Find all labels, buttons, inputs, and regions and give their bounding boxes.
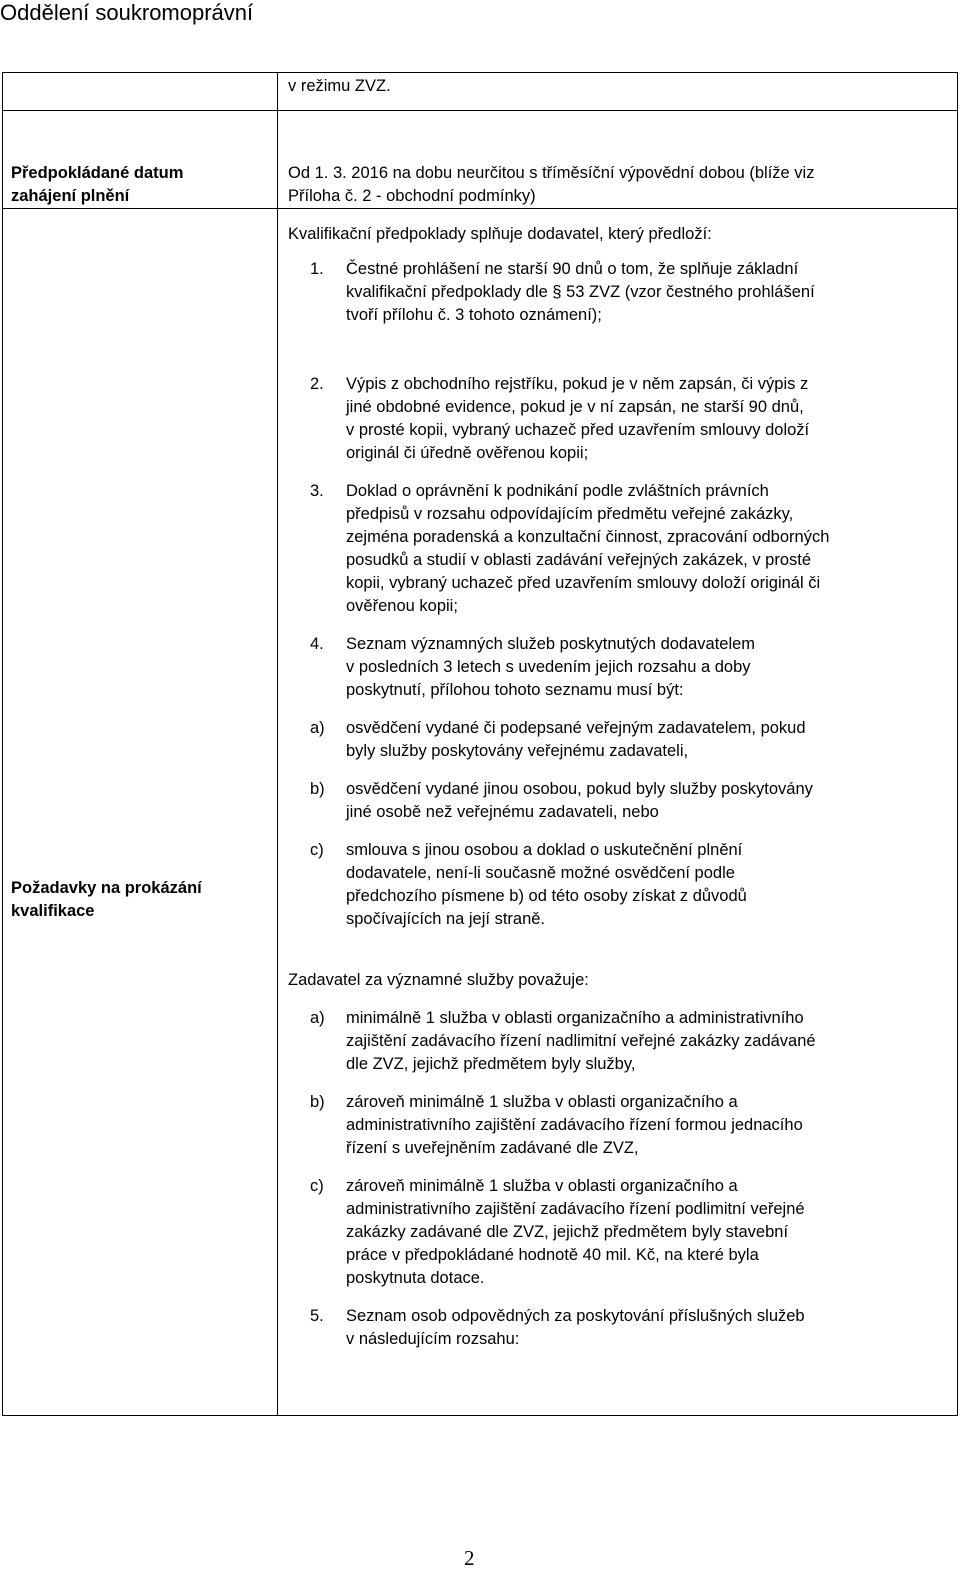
table-row bbox=[3, 209, 958, 1416]
list-item-body bbox=[346, 1175, 947, 1290]
label-cell bbox=[3, 111, 278, 209]
text-line: poskytnutí, přílohou tohoto seznamu musí být: bbox=[346, 681, 684, 699]
text-line: kvalifikační předpoklady dle § 53 ZVZ (vzor čestného prohlášení bbox=[346, 283, 815, 301]
tender-table bbox=[2, 72, 958, 1416]
qualification-text bbox=[278, 209, 957, 1351]
list-marker: c) bbox=[310, 1177, 324, 1195]
text-line: jiné obdobné evidence, pokud je v ní zapsán, ne starší 90 dnů, bbox=[346, 398, 804, 416]
label-cell bbox=[3, 209, 278, 1416]
text-line: Seznam osob odpovědných za poskytování příslušných služeb bbox=[346, 1307, 805, 1325]
text-line: předpisů v rozsahu odpovídajícím předmětu veřejné zakázky, bbox=[346, 505, 794, 523]
text-line: předchozího písmene b) od této osoby získat z důvodů bbox=[346, 887, 747, 905]
list-item-body bbox=[346, 373, 947, 465]
text-line: dle ZVZ, jejichž předmětem byly služby, bbox=[346, 1055, 636, 1073]
text-line: v následujícím rozsahu: bbox=[346, 1330, 520, 1348]
list-item bbox=[288, 1305, 947, 1351]
list-item-body bbox=[346, 1091, 947, 1160]
list-item-body bbox=[346, 480, 947, 618]
text-line: zároveň minimálně 1 služba v oblasti organizačního a bbox=[346, 1177, 738, 1195]
regime-text: v režimu ZVZ. bbox=[288, 77, 391, 95]
list-marker: a) bbox=[310, 719, 325, 737]
list-marker: a) bbox=[310, 1009, 325, 1027]
text-line: řízení s uveřejněním zadávané dle ZVZ, bbox=[346, 1139, 639, 1157]
text-line: Výpis z obchodního rejstříku, pokud je v něm zapsán, či výpis z bbox=[346, 375, 809, 393]
text-line: Čestné prohlášení ne starší 90 dnů o tom, že splňuje základní bbox=[346, 260, 799, 278]
start-date-label bbox=[3, 111, 277, 208]
list-item bbox=[288, 480, 947, 618]
text-line: poskytnuta dotace. bbox=[346, 1269, 485, 1287]
text-line: originál či úředně ověřenou kopii; bbox=[346, 444, 589, 462]
text-line: dodavatele, není-li současně možné osvědčení podle bbox=[346, 864, 735, 882]
content-cell bbox=[278, 209, 958, 1416]
list-item bbox=[288, 373, 947, 465]
text-line: zejména poradenská a konzultační činnost, zpracování odborných bbox=[346, 528, 830, 546]
text-line: v posledních 3 letech s uvedením jejich rozsahu a doby bbox=[346, 658, 751, 676]
list-marker: 2. bbox=[310, 375, 324, 393]
label-line: kvalifikace bbox=[11, 902, 95, 920]
list-item-body bbox=[346, 1007, 947, 1076]
list-item-body bbox=[346, 778, 947, 824]
text-line: osvědčení vydané jinou osobou, pokud byly služby poskytovány bbox=[346, 780, 813, 798]
text-line: Od 1. 3. 2016 na dobu neurčitou s tříměsíční výpovědní dobou (blíže viz bbox=[288, 164, 815, 182]
list-marker: b) bbox=[310, 780, 325, 798]
text-line: administrativního zajištění zadávacího řízení podlimitní veřejné bbox=[346, 1200, 805, 1218]
list-marker: 5. bbox=[310, 1307, 324, 1325]
text-line: zakázky zadávané dle ZVZ, jejichž předmětem byly stavební bbox=[346, 1223, 789, 1241]
qualification-intro: Kvalifikační předpoklady splňuje dodavatel, který předloží: bbox=[288, 225, 712, 243]
text-line: ověřenou kopii; bbox=[346, 597, 458, 615]
text-line: Seznam významných služeb poskytnutých dodavatelem bbox=[346, 635, 756, 653]
text-line: v prosté kopii, vybraný uchazeč před uzavřením smlouvy doloží bbox=[346, 421, 810, 439]
label-line: Předpokládané datum bbox=[11, 164, 184, 182]
service-item bbox=[288, 1091, 947, 1160]
text-line: jiné osobě než veřejnému zadavateli, nebo bbox=[346, 803, 659, 821]
list-marker: 3. bbox=[310, 482, 324, 500]
text-line: Příloha č. 2 - obchodní podmínky) bbox=[288, 187, 536, 205]
label-cell bbox=[3, 73, 278, 111]
table-row bbox=[3, 73, 958, 111]
label-line: Požadavky na prokázání bbox=[11, 879, 202, 897]
content-cell bbox=[278, 73, 958, 111]
list-item-body bbox=[346, 258, 947, 327]
list-item-body bbox=[346, 717, 947, 763]
service-item bbox=[288, 1175, 947, 1290]
content-cell bbox=[278, 111, 958, 209]
sub-list-item bbox=[288, 778, 947, 824]
service-item bbox=[288, 1007, 947, 1076]
list-marker: b) bbox=[310, 1093, 325, 1111]
label-line: zahájení plnění bbox=[11, 187, 130, 205]
sub-list-item bbox=[288, 717, 947, 763]
start-date-text bbox=[278, 111, 957, 208]
services-intro: Zadavatel za významné služby považuje: bbox=[288, 971, 589, 989]
text-line: minimálně 1 služba v oblasti organizačního a administrativního bbox=[346, 1009, 804, 1027]
list-item-body bbox=[346, 633, 947, 702]
text-line: posudků a studií v oblasti zadávání veřejných zakázek, v prosté bbox=[346, 551, 812, 569]
list-item-body bbox=[346, 1305, 947, 1351]
text-line: tvoří přílohu č. 3 tohoto oznámení); bbox=[346, 306, 602, 324]
list-item bbox=[288, 633, 947, 702]
text-line: byly služby poskytovány veřejnému zadavateli, bbox=[346, 742, 689, 760]
text-line: Doklad o oprávnění k podnikání podle zvláštních právních bbox=[346, 482, 769, 500]
text-line: kopii, vybraný uchazeč před uzavřením smlouvy doloží originál či bbox=[346, 574, 821, 592]
text-line: smlouva s jinou osobou a doklad o uskutečnění plnění bbox=[346, 841, 743, 859]
sub-list-item bbox=[288, 839, 947, 931]
text-line: osvědčení vydané či podepsané veřejným zadavatelem, pokud bbox=[346, 719, 806, 737]
text-line: zároveň minimálně 1 služba v oblasti organizačního a bbox=[346, 1093, 738, 1111]
list-marker: c) bbox=[310, 841, 324, 859]
text-line: spočívajících na její straně. bbox=[346, 910, 546, 928]
list-item-body bbox=[346, 839, 947, 931]
qualification-label bbox=[3, 701, 277, 923]
text-line: administrativního zajištění zadávacího řízení formou jednacího bbox=[346, 1116, 803, 1134]
table-row bbox=[3, 111, 958, 209]
list-item bbox=[288, 258, 947, 327]
page-number: 2 bbox=[464, 1546, 475, 1570]
text-line: práce v předpokládané hodnotě 40 mil. Kč, na které byla bbox=[346, 1246, 759, 1264]
page-header-title: Oddělení soukromoprávní bbox=[0, 0, 254, 25]
list-marker: 4. bbox=[310, 635, 324, 653]
text-line: zajištění zadávacího řízení nadlimitní veřejné zakázky zadávané bbox=[346, 1032, 816, 1050]
list-marker: 1. bbox=[310, 260, 324, 278]
